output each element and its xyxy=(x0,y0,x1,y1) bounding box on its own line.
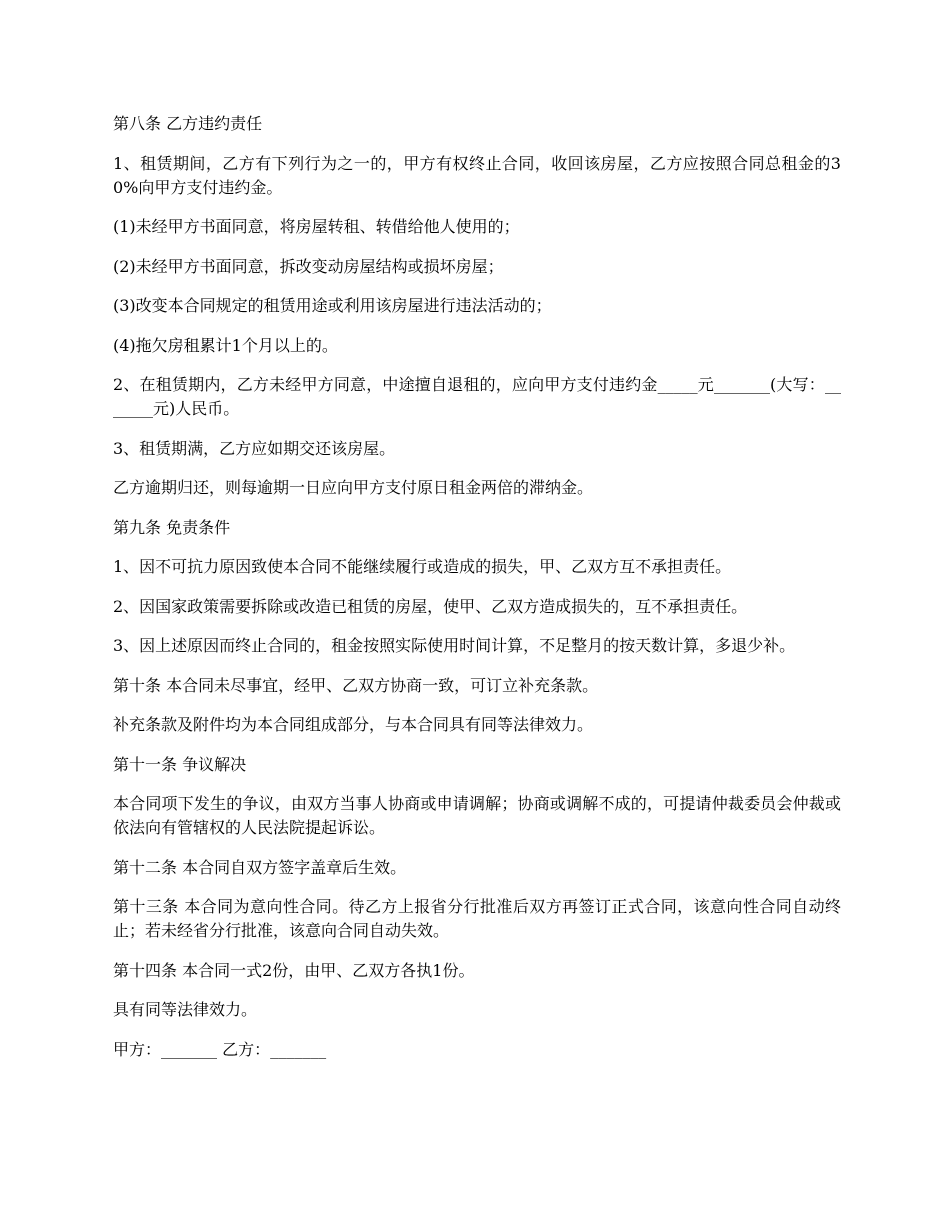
article-11-body: 本合同项下发生的争议，由双方当事人协商或申请调解；协商或调解不成的，可提请仲裁委员会仲裁或依法向有管辖权的人民法院提起诉讼。 xyxy=(113,794,841,837)
clause-9-1: 1、因不可抗力原因致使本合同不能继续履行或造成的损失，甲、乙双方互不承担责任。 xyxy=(113,557,732,576)
clause-8-1-item-1: (1)未经甲方书面同意，将房屋转租、转借给他人使用的； xyxy=(113,217,520,236)
article-10: 第十条 本合同未尽事宜，经甲、乙双方协商一致，可订立补充条款。 xyxy=(113,675,599,695)
heading-article-8: 第八条 乙方违约责任 xyxy=(113,114,263,133)
clause-8-3: 3、租赁期满，乙方应如期交还该房屋。 xyxy=(113,438,396,458)
clause-8-1-item-2: (2)未经甲方书面同意，拆改变动房屋结构或损坏房屋； xyxy=(113,256,504,276)
clause-8-3-overdue: 乙方逾期归还，则每逾期一日应向甲方支付原日租金两倍的滞纳金。 xyxy=(113,478,594,497)
article-10-supplement: 补充条款及附件均为本合同组成部分，与本合同具有同等法律效力。 xyxy=(113,715,594,734)
article-13: 第十三条 本合同为意向性合同。待乙方上报省分行批准后双方再签订正式合同，该意向性合同自动终止；若未经省分行批准，该意向合同自动失效。 xyxy=(113,897,841,940)
document-body xyxy=(113,112,841,1077)
signature-line: 甲方：_______ 乙方：_______ xyxy=(113,1039,327,1059)
clause-8-1-item-4: (4)拖欠房租累计1个月以上的。 xyxy=(113,335,338,355)
article-12: 第十二条 本合同自双方签字盖章后生效。 xyxy=(113,857,407,877)
clause-8-1: 1、租赁期间，乙方有下列行为之一的，甲方有权终止合同，收回该房屋，乙方应按照合同总租金的30%向甲方支付违约金。 xyxy=(113,153,841,197)
clause-8-1-item-3: (3)改变本合同规定的租赁用途或利用该房屋进行违法活动的； xyxy=(113,296,552,315)
heading-article-9: 第九条 免责条件 xyxy=(113,517,231,537)
clause-9-3: 3、因上述原因而终止合同的，租金按照实际使用时间计算，不足整月的按天数计算，多退少补。 xyxy=(113,636,796,655)
article-14: 第十四条 本合同一式2份，由甲、乙双方各执1份。 xyxy=(113,960,475,980)
heading-article-11: 第十一条 争议解决 xyxy=(113,754,247,774)
clause-9-2: 2、因国家政策需要拆除或改造已租赁的房屋，使甲、乙双方造成损失的，互不承担责任。 xyxy=(113,596,748,616)
legal-effect-note: 具有同等法律效力。 xyxy=(113,1000,258,1019)
clause-8-2: 2、在租赁期内，乙方未经甲方同意，中途擅自退租的，应向甲方支付违约金_____元_______(大写：_______元)人民币。 xyxy=(113,375,841,418)
